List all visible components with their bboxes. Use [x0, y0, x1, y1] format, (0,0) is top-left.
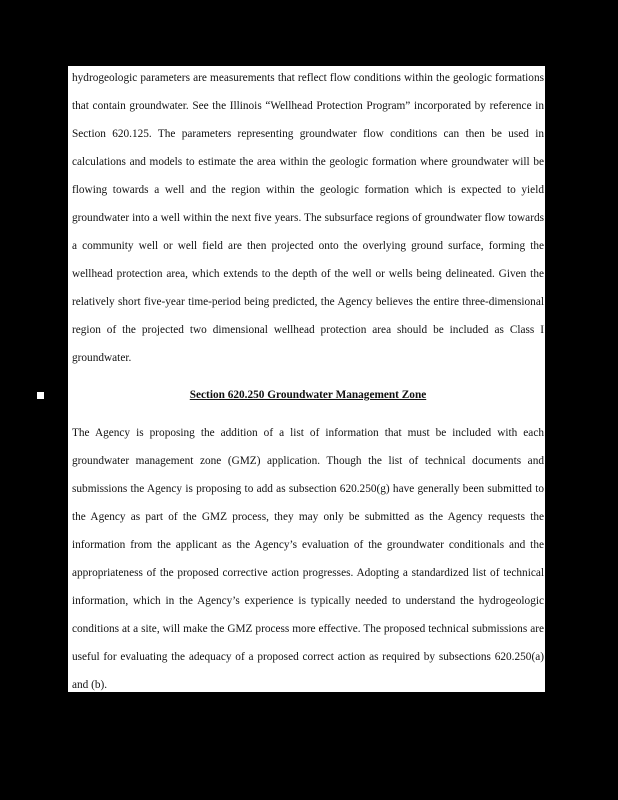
section-heading: Section 620.250 Groundwater Management Zone [189, 389, 427, 401]
margin-mark [37, 392, 44, 399]
paragraph-gmz: The Agency is proposing the addition of a list of information that must be included with each groundwater management zone (GMZ) application. Though the list of technical documents and submissions the Agency is proposing to add as subsection 620.250(g) have generally been submitted to the Agency as part of the GMZ process, they may only be submitted as the Agency requests the information from the applicant as the Agency’s evaluation of the groundwater conditionals and the appropriateness of the proposed corrective action progresses. Adopting a standardized list of technical information, which in the Agency’s experience is typically needed to understand the hydrogeologic conditions at a site, will make the GMZ process more effective. The proposed technical submissions are useful for evaluating the adequacy of a proposed correct action as required by subsections 620.250(a) and (b). [72, 427, 544, 691]
paragraph-wellhead-protection: hydrogeologic parameters are measurements that reflect flow conditions within the geologic formations that contain groundwater. See the Illinois “Wellhead Protection Program” incorporated by reference in Section 620.125. The parameters representing groundwater flow conditions can then be used in calculations and models to estimate the area within the geologic formation where groundwater will be flowing towards a well and the region within the geologic formation which is expected to yield groundwater into a well within the next five years. The subsurface regions of groundwater flow towards a community well or well field are then projected onto the overlying ground surface, forming the wellhead protection area, which extends to the depth of the well or wells being delineated. Given the relatively short five-year time-period being predicted, the Agency believes the entire three-dimensional region of the projected two dimensional wellhead protection area should be included as Class I groundwater. [72, 72, 544, 364]
